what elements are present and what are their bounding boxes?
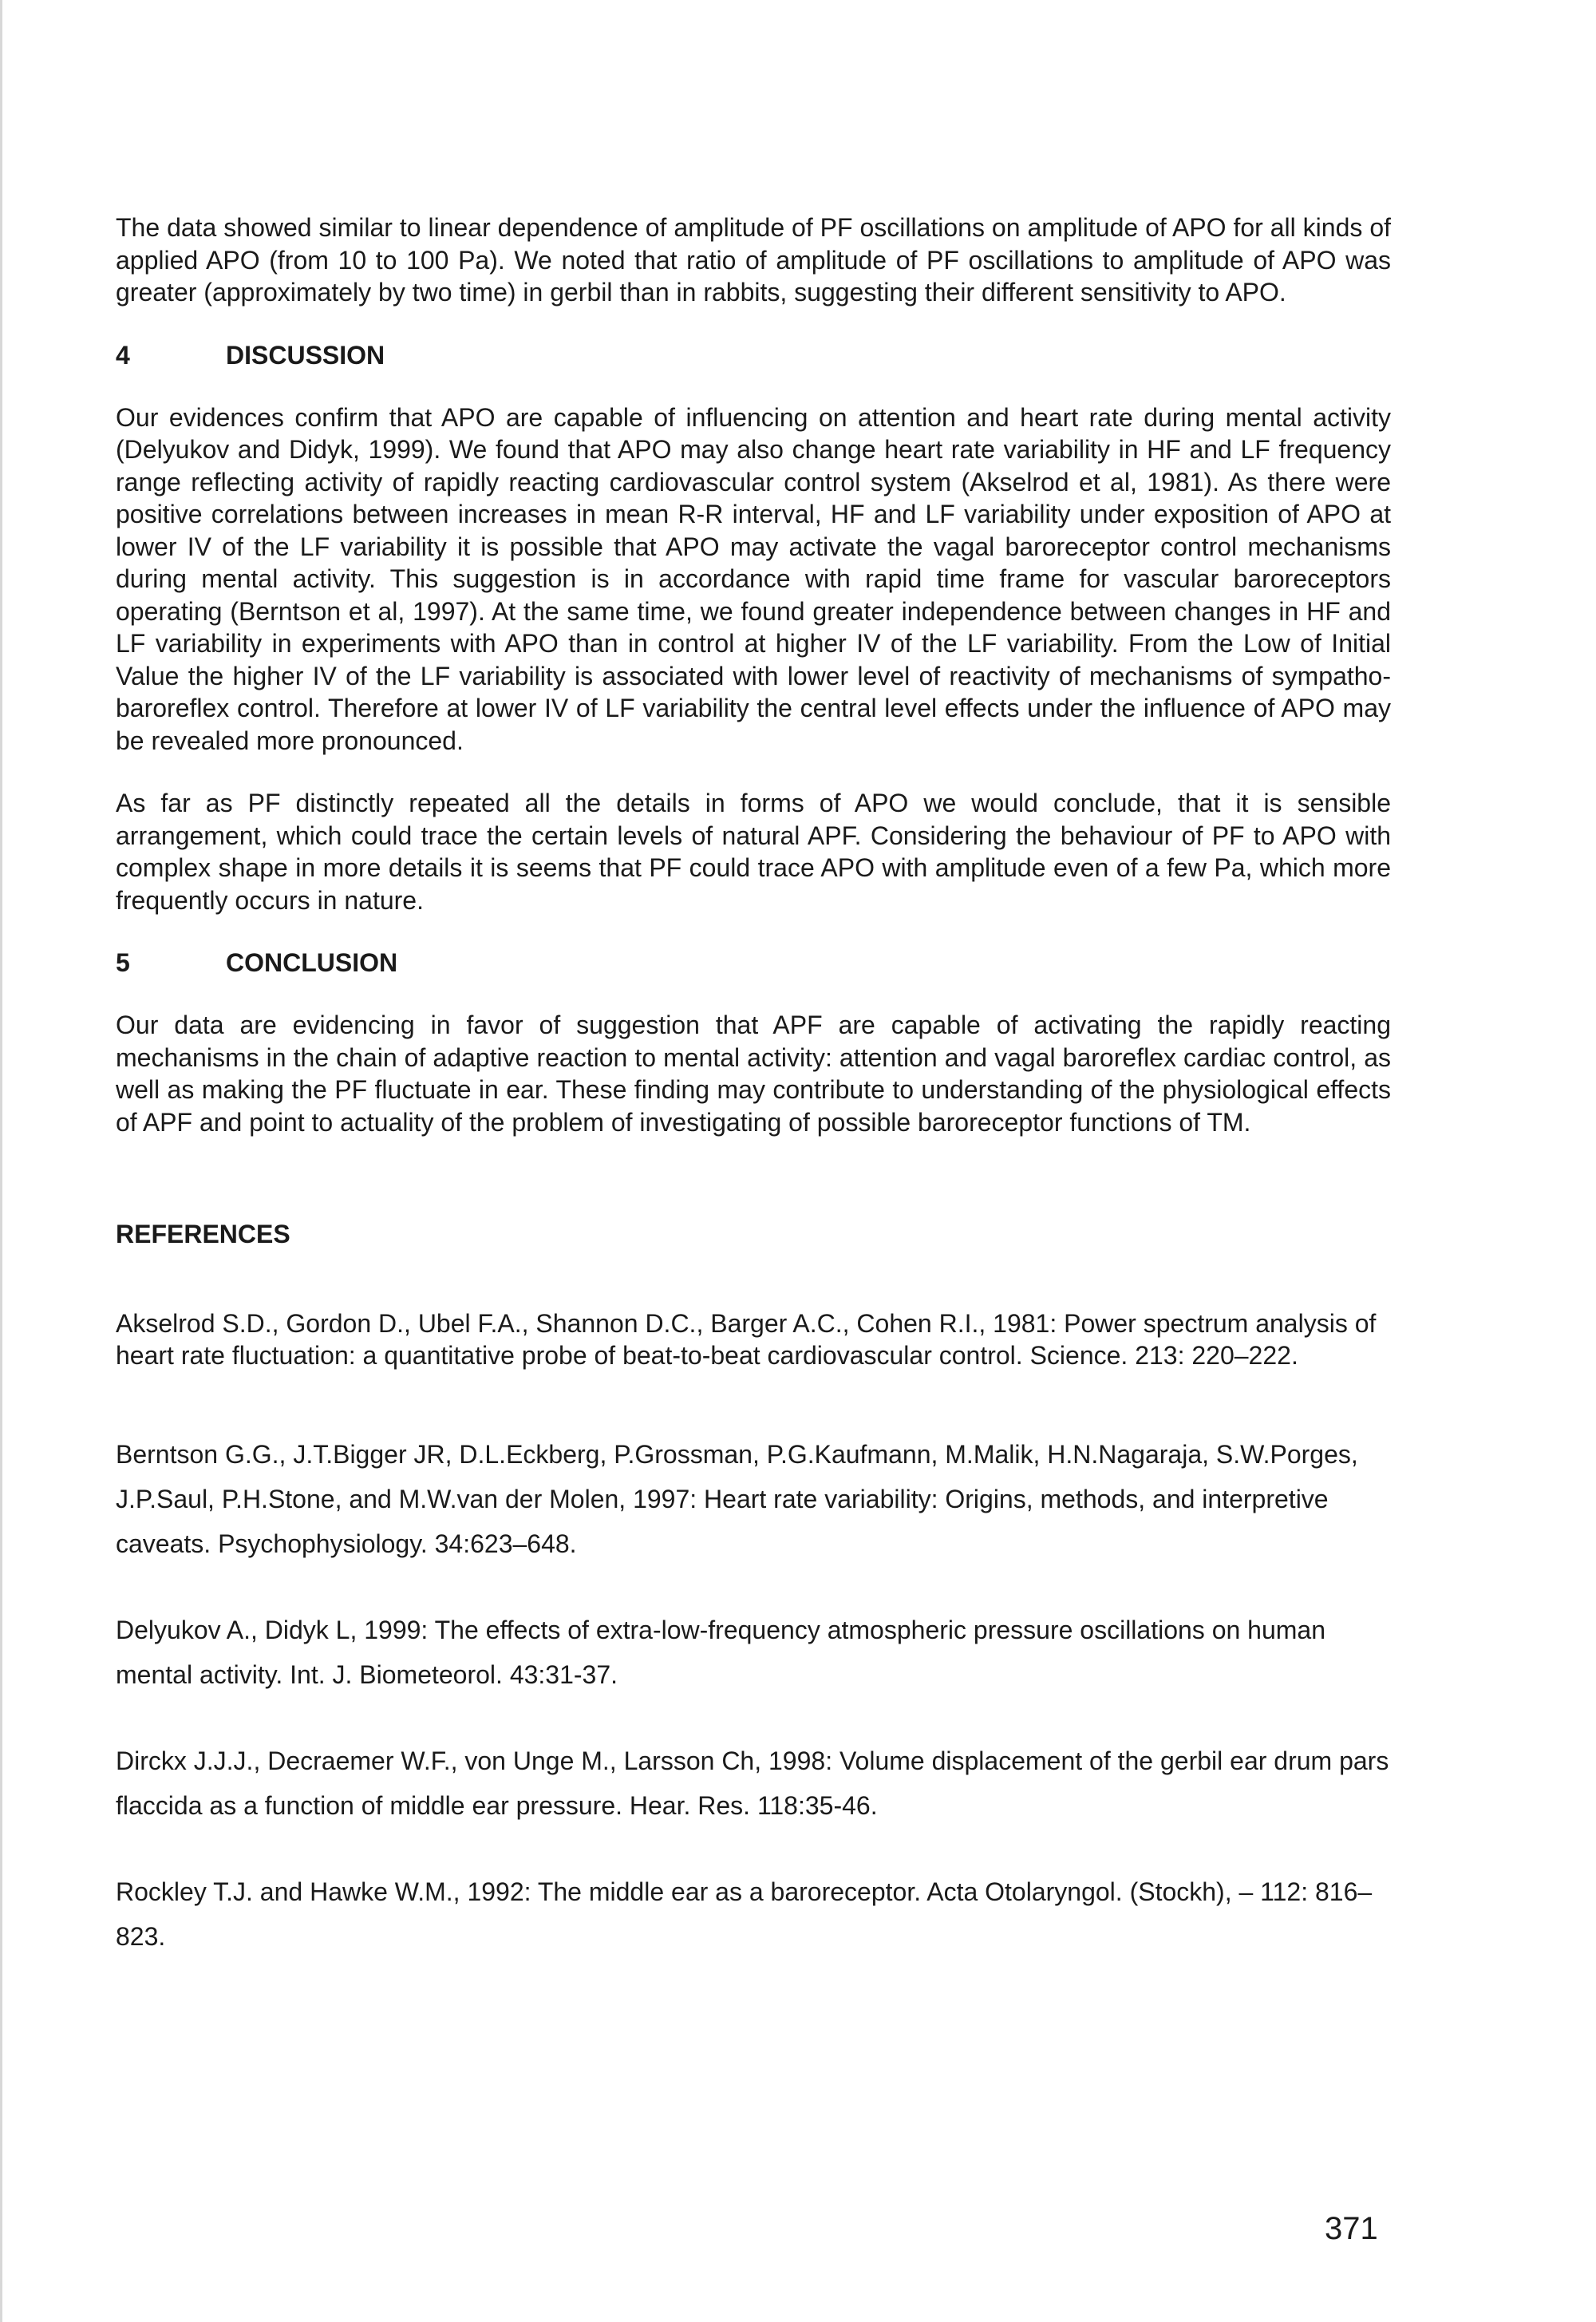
discussion-heading	[116, 339, 1391, 371]
discussion-number: 4	[116, 340, 130, 370]
discussion-title: DISCUSSION	[226, 340, 385, 370]
conclusion-paragraph: Our data are evidencing in favor of suggestion that APF are capable of activating the rapidly reacting mechanisms in the chain of adaptive reaction to mental activity: attention and vagal baroreflex cardiac control, as well as making the PF fluctuate in ear. These finding may contribute to understanding of the physiological effects of APF and point to actuality of the problem of investigating of possible baroreceptor functions of TM.	[116, 1011, 1391, 1137]
page-number: 371	[1325, 2211, 1378, 2246]
reference-item: Berntson G.G., J.T.Bigger JR, D.L.Eckberg, P.Grossman, P.G.Kaufmann, M.Malik, H.N.Nagaraja, S.W.Porges, J.P.Saul, P.H.Stone, and M.W.van der Molen, 1997: Heart rate variability: Origins, methods, and interpretive caveats. Psychophysiology. 34:623–648.	[116, 1440, 1358, 1558]
discussion-paragraph: As far as PF distinctly repeated all the details in forms of APO we would conclude, that it is sensible arrangement, which could trace the certain levels of natural APF. Considering the behaviour of PF to APO with complex shape in more details it is seems that PF could trace APO with amplitude even of a few Pa, which more frequently occurs in nature.	[116, 789, 1391, 915]
scan-edge	[0, 0, 2, 2322]
page-body	[116, 212, 1391, 1959]
reference-item: Akselrod S.D., Gordon D., Ubel F.A., Shannon D.C., Barger A.C., Cohen R.I., 1981: Power spectrum analysis of heart rate fluctuation: a quantitative probe of beat-to-beat cardiovascular control. Science. 213: 220–222.	[116, 1309, 1377, 1370]
references-heading: REFERENCES	[116, 1220, 290, 1248]
conclusion-number: 5	[116, 948, 130, 977]
reference-item: Delyukov A., Didyk L, 1999: The effects of extra-low-frequency atmospheric pressure oscillations on human mental activity. Int. J. Biometeorol. 43:31-37.	[116, 1616, 1326, 1689]
discussion-paragraph: Our evidences confirm that APO are capable of influencing on attention and heart rate during mental activity (Delyukov and Didyk, 1999). We found that APO may also change heart rate variability in HF and LF frequency range reflecting activity of rapidly reacting cardiovascular control system (Akselrod et al, 1981). As there were positive correlations between increases in mean R-R interval, HF and LF variability under exposition of APO at lower IV of the LF variability it is possible that APO may activate the vagal baroreceptor control mechanisms during mental activity. This suggestion is in accordance with rapid time frame for vascular baroreceptors operating (Berntson et al, 1997). At the same time, we found greater independence between changes in HF and LF variability in experiments with APO than in control at higher IV of the LF variability. From the Low of Initial Value the higher IV of the LF variability is associated with lower level of reactivity of mechanisms of sympatho-baroreflex control. Therefore at lower IV of LF variability the central level effects under the influence of APO may be revealed more pronounced.	[116, 402, 1391, 755]
reference-item: Rockley T.J. and Hawke W.M., 1992: The middle ear as a baroreceptor. Acta Otolaryngol. (Stockh), – 112: 816–823.	[116, 1877, 1373, 1951]
results-paragraph: The data showed similar to linear dependence of amplitude of PF oscillations on amplitude of APO for all kinds of applied APO (from 10 to 100 Pa). We noted that ratio of amplitude of PF oscillations to amplitude of APO was greater (approximately by two time) in gerbil than in rabbits, suggesting their different sensitivity to APO.	[116, 213, 1391, 307]
conclusion-title: CONCLUSION	[226, 948, 398, 977]
conclusion-heading	[116, 947, 1391, 979]
reference-item: Dirckx J.J.J., Decraemer W.F., von Unge M., Larsson Ch, 1998: Volume displacement of the gerbil ear drum pars flaccida as a function of middle ear pressure. Hear. Res. 118:35-46.	[116, 1746, 1389, 1820]
